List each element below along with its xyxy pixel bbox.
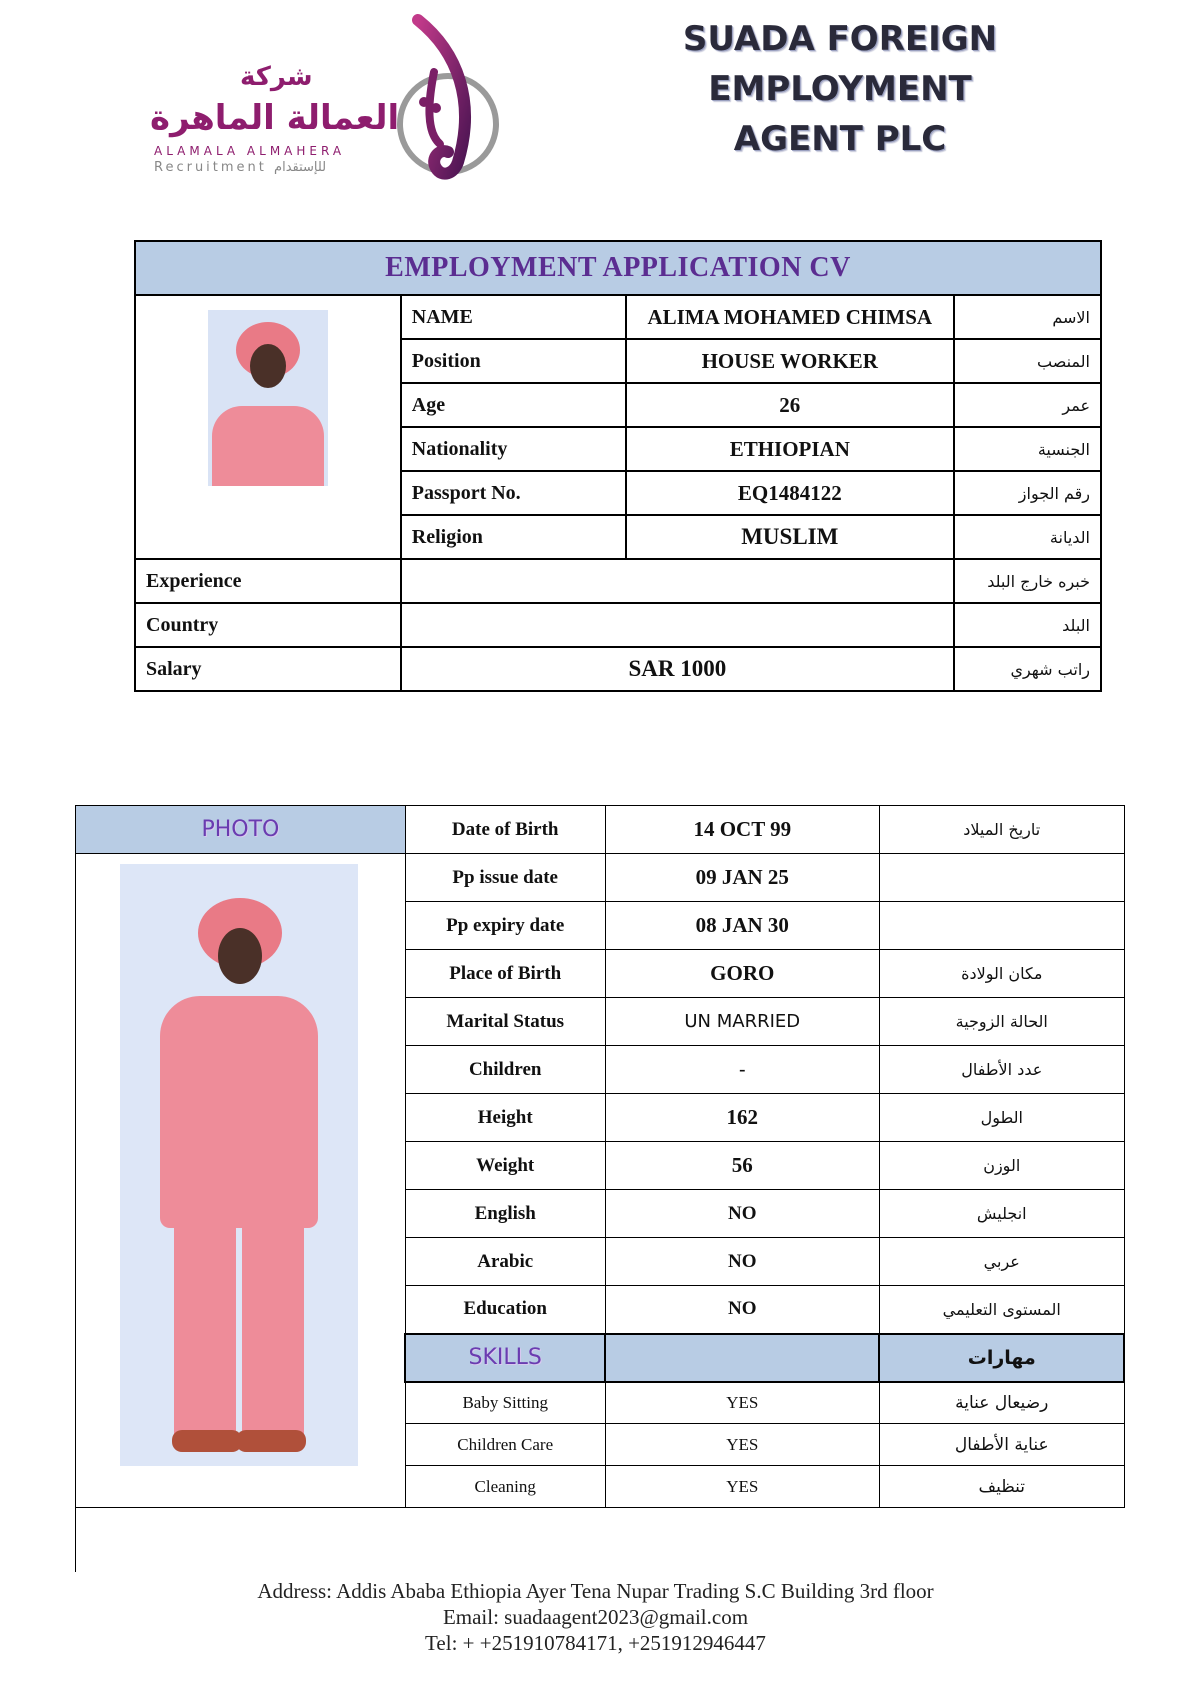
footer-email: Email: suadaagent2023@gmail.com: [442, 1605, 749, 1629]
footer-contact: [0, 1578, 1191, 1656]
skills-header-blank: [605, 1334, 879, 1382]
detail-value: 14 OCT 99: [605, 806, 879, 854]
portrait-photo: [208, 310, 328, 486]
detail-label: Children: [405, 1046, 605, 1094]
cv-value: HOUSE WORKER: [626, 339, 954, 383]
cv-value: 26: [626, 383, 954, 427]
footer-address: Address: Addis Ababa Ethiopia Ayer Tena Nupar Trading S.C Building 3rd floor: [257, 1579, 934, 1603]
detail-arabic-label: عربي: [879, 1238, 1124, 1286]
detail-arabic-label: المستوى التعليمي: [879, 1286, 1124, 1334]
skill-label: Baby Sitting: [405, 1382, 605, 1424]
cv-arabic-label: الاسم: [954, 295, 1101, 339]
cv-arabic-label: رقم الجواز: [954, 471, 1101, 515]
logo-english-name: ALAMALA ALMAHERA: [154, 144, 346, 158]
country-value: [401, 603, 954, 647]
full-photo-cell: [76, 854, 406, 1508]
cv-label: Nationality: [401, 427, 626, 471]
detail-arabic-label: تاريخ الميلاد: [879, 806, 1124, 854]
detail-label: English: [405, 1190, 605, 1238]
detail-label: Date of Birth: [405, 806, 605, 854]
personal-details-table: [75, 805, 1125, 1572]
detail-value: GORO: [605, 950, 879, 998]
detail-arabic-label: انجليش: [879, 1190, 1124, 1238]
portrait-cell: [135, 295, 401, 559]
detail-value: NO: [605, 1286, 879, 1334]
logo-arabic-small: شركة: [240, 62, 313, 92]
footer-tel: Tel: + +251910784171, +251912946447: [425, 1631, 766, 1655]
detail-value: 56: [605, 1142, 879, 1190]
experience-value: [401, 559, 954, 603]
cv-label: Position: [401, 339, 626, 383]
detail-arabic-label: [879, 854, 1124, 902]
detail-value: 09 JAN 25: [605, 854, 879, 902]
cv-summary-table: [134, 240, 1102, 692]
logo-emblem-icon: [388, 12, 510, 192]
detail-value: 162: [605, 1094, 879, 1142]
salary-arabic-label: راتب شهري: [954, 647, 1101, 691]
skill-value: YES: [605, 1466, 879, 1508]
skill-arabic-label: تنظيف: [879, 1466, 1124, 1508]
detail-arabic-label: الحالة الزوجية: [879, 998, 1124, 1046]
detail-arabic-label: مكان الولادة: [879, 950, 1124, 998]
photo-header: PHOTO: [76, 806, 406, 854]
detail-value: -: [605, 1046, 879, 1094]
cv-arabic-label: المنصب: [954, 339, 1101, 383]
salary-label: Salary: [135, 647, 401, 691]
cv-arabic-label: الديانة: [954, 515, 1101, 559]
country-label: Country: [135, 603, 401, 647]
detail-label: Place of Birth: [405, 950, 605, 998]
company-logo: [150, 12, 510, 192]
cv-title: EMPLOYMENT APPLICATION CV: [135, 241, 1101, 295]
logo-arabic-name: العمالة الماهرة: [150, 98, 400, 138]
company-title: [560, 14, 1120, 164]
company-title-line2: AGENT PLC: [733, 119, 947, 159]
detail-arabic-label: عدد الأطفال: [879, 1046, 1124, 1094]
skill-arabic-label: رضيعال عناية: [879, 1382, 1124, 1424]
cv-arabic-label: عمر: [954, 383, 1101, 427]
skills-arabic-header: مهارات: [879, 1334, 1124, 1382]
detail-label: Weight: [405, 1142, 605, 1190]
skill-label: Cleaning: [405, 1466, 605, 1508]
detail-value: NO: [605, 1238, 879, 1286]
cv-value: EQ1484122: [626, 471, 954, 515]
logo-recruitment: Recruitment للإستقدام: [154, 160, 327, 175]
detail-arabic-label: الوزن: [879, 1142, 1124, 1190]
experience-label: Experience: [135, 559, 401, 603]
cv-label: NAME: [401, 295, 626, 339]
skills-header: SKILLS: [405, 1334, 605, 1382]
detail-arabic-label: [879, 902, 1124, 950]
detail-label: Marital Status: [405, 998, 605, 1046]
skill-value: YES: [605, 1424, 879, 1466]
company-title-line1: SUADA FOREIGN EMPLOYMENT: [682, 19, 998, 109]
detail-label: Arabic: [405, 1238, 605, 1286]
skill-arabic-label: عناية الأطفال: [879, 1424, 1124, 1466]
salary-value: SAR 1000: [401, 647, 954, 691]
cv-label: Passport No.: [401, 471, 626, 515]
detail-label: Pp expiry date: [405, 902, 605, 950]
cv-label: Age: [401, 383, 626, 427]
detail-arabic-label: الطول: [879, 1094, 1124, 1142]
cv-value: ALIMA MOHAMED CHIMSA: [626, 295, 954, 339]
full-body-photo: [120, 864, 358, 1466]
cv-value: ETHIOPIAN: [626, 427, 954, 471]
cv-arabic-label: الجنسية: [954, 427, 1101, 471]
detail-label: Pp issue date: [405, 854, 605, 902]
experience-arabic-label: خبره خارج البلد: [954, 559, 1101, 603]
detail-value: UN MARRIED: [605, 998, 879, 1046]
detail-label: Height: [405, 1094, 605, 1142]
empty-row: [76, 1508, 880, 1572]
country-arabic-label: البلد: [954, 603, 1101, 647]
detail-value: NO: [605, 1190, 879, 1238]
cv-label: Religion: [401, 515, 626, 559]
skill-label: Children Care: [405, 1424, 605, 1466]
detail-value: 08 JAN 30: [605, 902, 879, 950]
cv-value: MUSLIM: [626, 515, 954, 559]
skill-value: YES: [605, 1382, 879, 1424]
detail-label: Education: [405, 1286, 605, 1334]
